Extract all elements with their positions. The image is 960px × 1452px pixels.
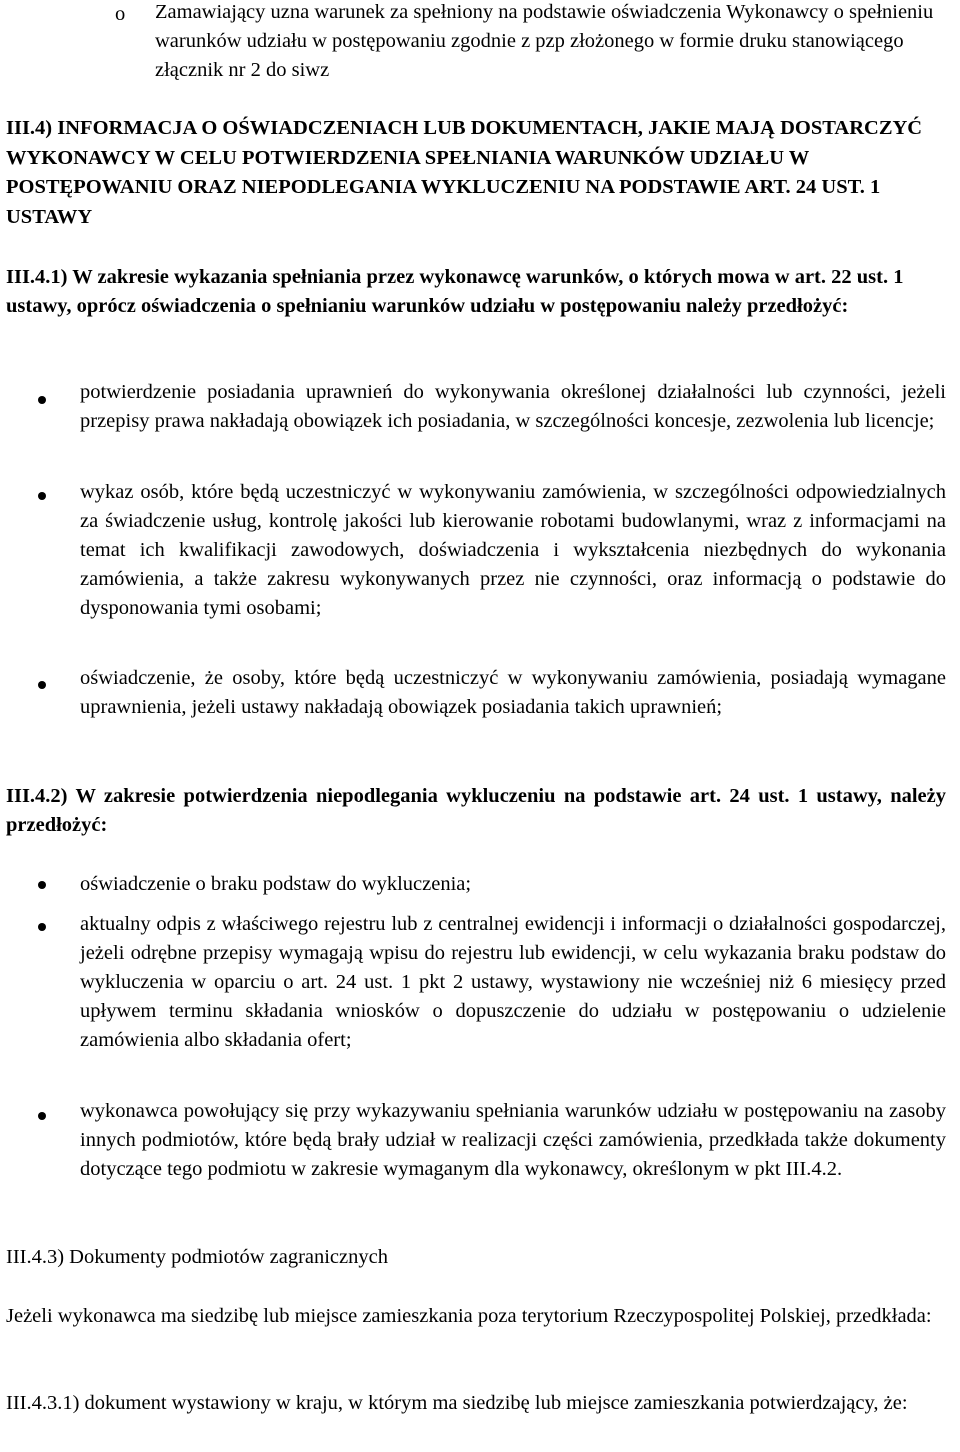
- bullet-icon: [38, 681, 46, 689]
- section-3-4-heading: III.4) INFORMACJA O OŚWIADCZENIACH LUB DOKUMENTACH, JAKIE MAJĄ DOSTARCZYĆ WYKONAWCY W CELU POTWIERDZENIA SPEŁNIANIA WARUNKÓW UDZIAŁU W POSTĘPOWANIU ORAZ NIEPODLEGANIA WYKLUCZENIU NA PODSTAWIE ART. 24 UST. 1 USTAWY: [6, 117, 923, 228]
- section-3-4-2-heading: III.4.2) W zakresie potwierdzenia niepodlegania wykluczeniu na podstawie art. 24 ust. 1 ustawy, należy przedłożyć:: [6, 785, 946, 836]
- section-3-4-3-paragraph: Jeżeli wykonawca ma siedzibę lub miejsce zamieszkania poza terytorium Rzeczypospolitej Polskiej, przedkłada:: [6, 1305, 932, 1327]
- bullet-icon: [38, 492, 46, 500]
- bullet-icon: [38, 881, 46, 889]
- list-item: oświadczenie o braku podstaw do wykluczenia;: [80, 873, 472, 895]
- section-3-4-3-1-heading: III.4.3.1) dokument wystawiony w kraju, w którym ma siedzibę lub miejsce zamieszkania potwierdzający, że:: [6, 1392, 908, 1414]
- list-item: wykonawca powołujący się przy wykazywaniu spełniania warunków udziału w postępowaniu na zasoby innych podmiotów, które będą brały udział w realizacji części zamówienia, przedkłada także dokumenty dotyczące tego podmiotu w zakresie wymaganym dla wykonawcy, określonym w pkt III.4.2.: [80, 1100, 946, 1180]
- intro-item-text: Zamawiający uzna warunek za spełniony na podstawie oświadczenia Wykonawcy o spełnieniu warunków udziału w postępowaniu zgodnie z pzp złożonego w formie druku stanowiącego złącznik nr 2 do siwz: [155, 1, 934, 81]
- section-3-4-3-heading: III.4.3) Dokumenty podmiotów zagranicznych: [6, 1246, 388, 1268]
- section-3-4-1-heading: III.4.1) W zakresie wykazania spełniania przez wykonawcę warunków, o których mowa w art. 22 ust. 1 ustawy, oprócz oświadczenia o spełnianiu warunków udziału w postępowaniu należy przedłożyć:: [6, 266, 904, 317]
- list-marker: o: [115, 3, 126, 25]
- bullet-icon: [38, 396, 46, 404]
- bullet-icon: [38, 1112, 46, 1120]
- list-item: potwierdzenie posiadania uprawnień do wykonywania określonej działalności lub czynności, jeżeli przepisy prawa nakładają obowiązek ich posiadania, w szczególności koncesje, zezwolenia lub licencje;: [80, 381, 946, 432]
- list-item: wykaz osób, które będą uczestniczyć w wykonywaniu zamówienia, w szczególności odpowiedzialnych za świadczenie usług, kontrolę jakości lub kierowanie robotami budowlanymi, wraz z informacjami na temat ich kwalifikacji zawodowych, doświadczenia i wykształcenia niezbędnych do wykonania zamówienia, a także zakresu wykonywanych przez nie czynności, oraz informacją o podstawie do dysponowania tymi osobami;: [80, 481, 946, 619]
- intro-item: [0, 0, 960, 90]
- list-item: aktualny odpis z właściwego rejestru lub z centralnej ewidencji i informacji o działalności gospodarczej, jeżeli odrębne przepisy wymagają wpisu do rejestru lub ewidencji, w celu wykazania braku podstaw do wykluczenia w oparciu o art. 24 ust. 1 pkt 2 ustawy, wystawiony nie wcześniej niż 6 miesięcy przed upływem terminu składania wniosków o dopuszczenie do udziału w postępowaniu o udzielenie zamówienia albo składania ofert;: [80, 913, 946, 1051]
- list-item: oświadczenie, że osoby, które będą uczestniczyć w wykonywaniu zamówienia, posiadają wymagane uprawnienia, jeżeli ustawy nakładają obowiązek posiadania takich uprawnień;: [80, 667, 946, 718]
- bullet-icon: [38, 923, 46, 931]
